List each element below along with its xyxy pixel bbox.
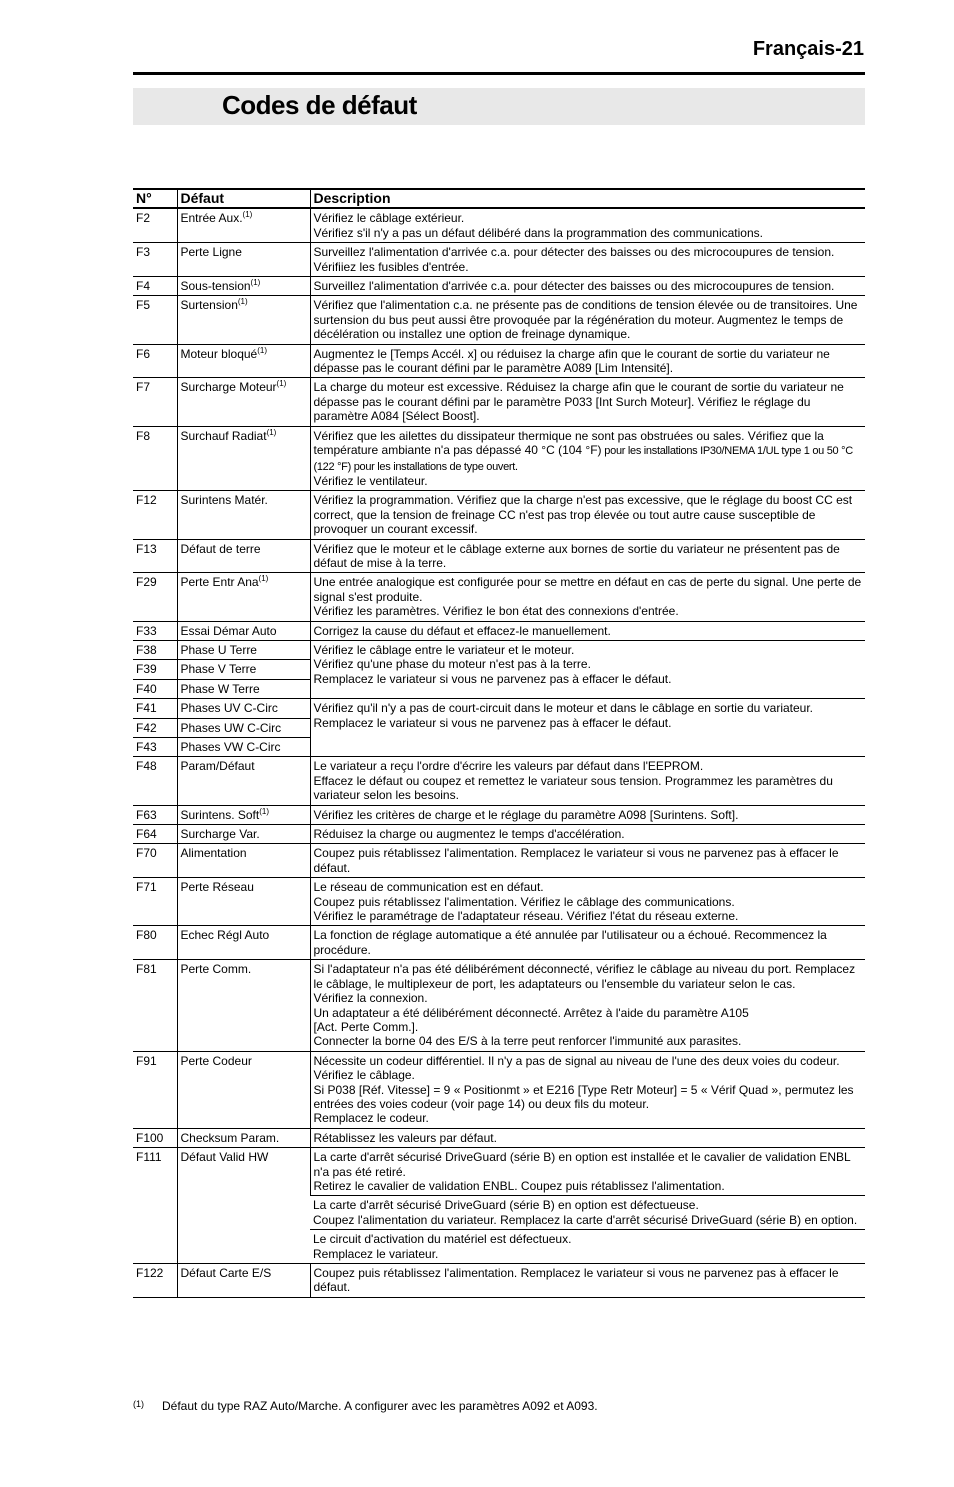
description-line: Vérifiez le câblage extérieur. [313,211,465,226]
fault-code: F7 [133,378,177,426]
fault-name [177,1148,310,1264]
fault-name [177,878,310,926]
description-line: Vérifiez s'il n'y a pas un défaut délibéré dans la programmation des communications. [313,225,763,240]
column-header-description: Description [310,189,865,208]
fault-code: F63 [133,805,177,824]
fault-description [310,1196,865,1230]
fault-name [177,208,310,242]
fault-name-text: Phase U Terre [180,642,257,657]
fault-description [310,960,865,1051]
description-line: Vérifiez que l'alimentation c.a. ne présente pas de conditions de tension élevée ou de transitoires. Une surtension du bus peut aussi être provoquée par la régénération du moteur. Augmentez le temps de décélération ou installez une option de freinage dynamique. [313,298,858,342]
fault-code: F4 [133,277,177,296]
fault-description [310,208,865,242]
fault-name-text: Perte Entr Ana [180,575,259,590]
description-line: Remplacez le variateur. [313,1246,439,1261]
fault-code: F12 [133,491,177,539]
fault-code: F5 [133,296,177,344]
fault-code: F8 [133,426,177,491]
fault-name-text: Surcharge Var. [180,827,260,842]
fault-code: F100 [133,1128,177,1147]
footnote-ref: (1) [242,210,253,220]
fault-name [177,640,310,659]
fault-name [177,539,310,573]
table-row [133,1051,865,1128]
description-line: Coupez puis rétablissez l'alimentation. Remplacez le variateur si vous ne parvenez pas à effacer le défaut. [313,846,839,875]
fault-code: F111 [133,1148,177,1264]
fault-code: F33 [133,621,177,640]
fault-code: F13 [133,539,177,573]
fault-description [310,805,865,824]
fault-code: F2 [133,208,177,242]
fault-name-text: Phases VW C-Circ [180,740,281,754]
fault-name-text: Perte Ligne [180,245,242,260]
fault-name [177,960,310,1051]
description-line: Le variateur a reçu l'ordre d'écrire les valeurs par défaut dans l'EEPROM. [313,759,704,774]
fault-code: F43 [133,738,177,757]
fault-name [177,679,310,698]
description-line: Nécessite un codeur différentiel. Il n'y a pas de signal au niveau de l'une des deux voies du codeur. Vérifiez le câblage. [313,1053,840,1083]
fault-description [310,378,865,426]
fault-code: F38 [133,640,177,659]
fault-name-text: Perte Comm. [180,962,252,977]
fault-name [177,844,310,878]
description-line: Vérifiez le ventilateur. [313,473,428,488]
fault-name-text: Surintens Matér. [180,493,268,508]
fault-name [177,491,310,539]
fault-name [177,699,310,718]
fault-description [310,699,865,757]
description-line: Coupez puis rétablissez l'alimentation. Remplacez le variateur si vous ne parvenez pas à effacer le défaut. [313,1266,839,1295]
fault-name [177,825,310,844]
fault-name [177,378,310,426]
fault-name-text: Phases UV C-Circ [180,701,278,716]
description-line: Le circuit d'activation du matériel est défectueux. [313,1232,572,1247]
description-line: Vérifiez le paramétrage de l'adaptateur réseau. Vérifiez l'état du réseau externe. [313,909,739,924]
footnote [133,1399,598,1413]
fault-code: F71 [133,878,177,926]
footnote-ref: (1) [258,574,269,584]
page-title: Codes de défaut [222,90,417,120]
description-line: Vérifiez qu'une phase du moteur n'est pas à la terre. [313,657,591,672]
description-line: Surveillez l'alimentation d'arrivée c.a. pour détecter des baisses ou des microcoupures de tension. [313,279,835,294]
table-row [133,277,865,296]
fault-name-text: Défaut de terre [180,541,261,556]
description-text: Vérifiez que les ailettes du dissipateur thermique ne sont pas obstruées ou sales. Vérifiez que la température ambiante n'a pas dépassé 40 °C (104 °F) [313,428,824,458]
table-row [133,491,865,539]
fault-description [310,243,865,277]
footnote-mark: (1) [133,1399,144,1409]
header-rule [133,72,865,75]
description-line: Vérifiez la connexion. [313,991,428,1006]
fault-description [310,1230,865,1264]
fault-code: F3 [133,243,177,277]
fault-name [177,621,310,640]
fault-name-text: Moteur bloqué [180,346,258,361]
fault-description [310,491,865,539]
fault-name-text: Entrée Aux. [180,211,243,226]
description-line: La charge du moteur est excessive. Réduisez la charge afin que le courant de sortie du variateur ne dépasse pas le courant défini par le paramètre P033 [Int Surch Moteur]. Vérifiez le réglage du paramètre A084 [Sélect Boost]. [313,380,844,424]
fault-code: F40 [133,679,177,698]
description-line: Retirez le cavalier de validation ENBL. Coupez puis rétablissez l'alimentation. [313,1178,725,1193]
table-row [133,878,865,926]
table-row [133,757,865,805]
fault-name [177,344,310,378]
fault-description [310,426,865,491]
footnote-ref: (1) [237,297,248,307]
description-line: Coupez puis rétablissez l'alimentation. Vérifiez le câblage des communications. [313,894,735,909]
fault-name [177,277,310,296]
description-line: La carte d'arrêt sécurisé DriveGuard (série B) en option est installée et le cavalier de validation ENBL n'a pas été retiré. [313,1150,851,1179]
fault-description [310,640,865,698]
page-number: Français-21 [752,38,864,60]
table-row [133,378,865,426]
description-line: Augmentez le [Temps Accél. x] ou réduisez la charge afin que le courant de sortie du variateur ne dépasse pas le courant défini par le paramètre A089 [Lim Intensité]. [313,346,830,376]
fault-description [310,844,865,878]
table-row [133,960,865,1051]
fault-code: F122 [133,1264,177,1298]
fault-name-text: Checksum Param. [180,1130,280,1145]
description-line: Vérifiiez les fusibles d'entrée. [313,259,469,274]
fault-description [310,757,865,805]
table-row [133,621,865,640]
fault-code: F39 [133,660,177,679]
description-line: Coupez l'alimentation du variateur. Remplacez la carte d'arrêt sécurisé DriveGuard (série B) en option. [313,1212,858,1227]
description-line: Vérifiez la programmation. Vérifiez que la charge n'est pas excessive, que le réglage du boost CC est correct, que la tension de freinage CC n'est pas trop élevée ou tout autre cause susceptible de provoquer un courant excessif. [313,493,853,537]
fault-name-text: Défaut Carte E/S [180,1266,272,1280]
table-row [133,539,865,573]
table-row [133,699,865,718]
fault-name [177,926,310,960]
footnote-ref: (1) [266,427,277,437]
fault-table-body [133,208,865,1297]
description-line: La carte d'arrêt sécurisé DriveGuard (série B) en option est défectueuse. [313,1198,699,1213]
table-row [133,208,865,242]
description-line: Surveillez l'alimentation d'arrivée c.a. pour détecter des baisses ou des microcoupures de tension. [313,245,835,260]
table-row [133,844,865,878]
fault-description [310,825,865,844]
description-line: Si P038 [Réf. Vitesse] = 9 « Positionmt » et E216 [Type Retr Moteur] = 5 « Vérif Quad », permutez les entrées des voies codeur (voir page 14) ou deux fils du moteur. [313,1082,854,1111]
description-line: Vérifiez les paramètres. Vérifiez le bon état des connexions d'entrée. [313,604,679,619]
fault-name-text: Phases UW C-Circ [180,720,282,735]
fault-name [177,738,310,757]
fault-code: F70 [133,844,177,878]
fault-name-text: Surtension [180,298,238,313]
column-header-fault: Défaut [177,189,310,208]
description-line: Vérifiez que le moteur et le câblage externe aux bornes de sortie du variateur ne présentent pas de défaut de mise à la terre. [313,541,840,570]
fault-name-text: Surchauf Radiat [180,428,267,443]
table-row [133,1128,865,1147]
table-row [133,1148,865,1196]
fault-description [310,539,865,573]
description-line: Vérifiez les critères de charge et le réglage du paramètre A098 [Surintens. Soft]. [313,807,739,822]
fault-description [310,621,865,640]
fault-description [310,296,865,344]
fault-code: F6 [133,344,177,378]
table-row [133,243,865,277]
fault-name [177,573,310,621]
description-line [314,429,863,474]
description-line: Si l'adaptateur n'a pas été délibérément déconnecté, vérifiez le câblage au niveau du port. Remplacez le câblage, le multiplexeur de port, les adaptateurs ou l'ensemble du variateur selon le cas. [313,962,856,991]
fault-code: F42 [133,718,177,737]
footnote-ref: (1) [276,379,287,389]
description-line: [Act. Perte Comm.]. [313,1019,419,1034]
fault-name-text: Phase V Terre [180,662,257,677]
description-line: Un adaptateur a été délibérément déconnecté. Arrêtez à l'aide du paramètre A105 [313,1005,749,1020]
table-row [133,344,865,378]
table-row [133,926,865,960]
fault-description [310,277,865,296]
fault-name-text: Alimentation [180,846,247,861]
description-line: Remplacez le variateur si vous ne parvenez pas à effacer le défaut. [313,715,672,730]
description-line: Le réseau de communication est en défaut. [313,880,544,895]
fault-code: F64 [133,825,177,844]
fault-code: F91 [133,1051,177,1128]
fault-name-text: Essai Démar Auto [180,623,277,638]
table-row [133,573,865,621]
fault-name-text: Surintens. Soft [180,807,260,822]
fault-name [177,426,310,491]
fault-code: F80 [133,926,177,960]
footnote-text: Défaut du type RAZ Auto/Marche. A configurer avec les paramètres A092 et A093. [162,1399,598,1413]
fault-name [177,243,310,277]
footnote-ref: (1) [259,806,269,816]
table-row [133,426,865,491]
table-row [133,825,865,844]
fault-name [177,757,310,805]
fault-name [177,1128,310,1147]
table-header-row [133,189,865,208]
fault-name-text: Phase W Terre [180,681,260,696]
fault-code: F29 [133,573,177,621]
fault-description [310,878,865,926]
description-line: Réduisez la charge ou augmentez le temps d'accélération. [313,827,625,842]
fault-name [177,805,310,824]
description-line: Une entrée analogique est configurée pour se mettre en défaut en cas de perte du signal. Une perte de signal s'est produite. [313,575,862,604]
fault-name-text: Sous-tension [180,279,251,294]
fault-name [177,1264,310,1298]
fault-name-text: Perte Réseau [180,880,254,895]
fault-code: F41 [133,699,177,718]
fault-description [310,1128,865,1147]
fault-description [310,573,865,621]
table-row [133,640,865,659]
fault-name-text: Param/Défaut [180,759,255,774]
fault-name-text: Echec Régl Auto [180,928,270,943]
description-line: La fonction de réglage automatique a été annulée par l'utilisateur ou a échoué. Recommencez la procédure. [313,928,827,957]
fault-name-text: Défaut Valid HW [180,1150,269,1165]
table-row [133,1264,865,1298]
fault-name-text: Perte Codeur [180,1053,252,1068]
fault-name [177,718,310,737]
description-line: Corrigez la cause du défaut et effacez-le manuellement. [313,623,611,638]
description-line: Remplacez le codeur. [313,1111,429,1126]
fault-description [310,1051,865,1128]
footnote-ref: (1) [250,278,261,288]
description-line: Effacez le défaut ou coupez et remettez le variateur sous tension. Programmez les paramètres du variateur selon les besoins. [313,773,833,803]
column-header-code: N° [133,189,177,208]
table-row [133,805,865,824]
description-line: Vérifiez qu'il n'y a pas de court-circuit dans le moteur et dans le câblage en sortie du variateur. [313,701,814,716]
fault-code: F81 [133,960,177,1051]
description-small-text: pour les installations IP30/NEMA 1/UL type 1 ou 50 °C (122 °F) pour les installations de type ouvert. [313,445,853,473]
footnote-ref: (1) [257,345,267,355]
fault-description [310,1148,865,1196]
fault-name-text: Surcharge Moteur [180,380,277,395]
description-line: Remplacez le variateur si vous ne parvenez pas à effacer le défaut. [313,671,672,686]
fault-code: F48 [133,757,177,805]
description-line: Rétablissez les valeurs par défaut. [313,1130,497,1145]
description-line: Vérifiez le câblage entre le variateur et le moteur. [313,642,575,657]
fault-name [177,296,310,344]
fault-codes-table [133,188,865,1298]
fault-name [177,1051,310,1128]
fault-description [310,344,865,378]
fault-description [310,1264,865,1298]
description-line: Connecter la borne 04 des E/S à la terre peut renforcer l'immunité aux parasites. [313,1034,742,1049]
fault-description [310,926,865,960]
table-row [133,296,865,344]
fault-name [177,660,310,679]
